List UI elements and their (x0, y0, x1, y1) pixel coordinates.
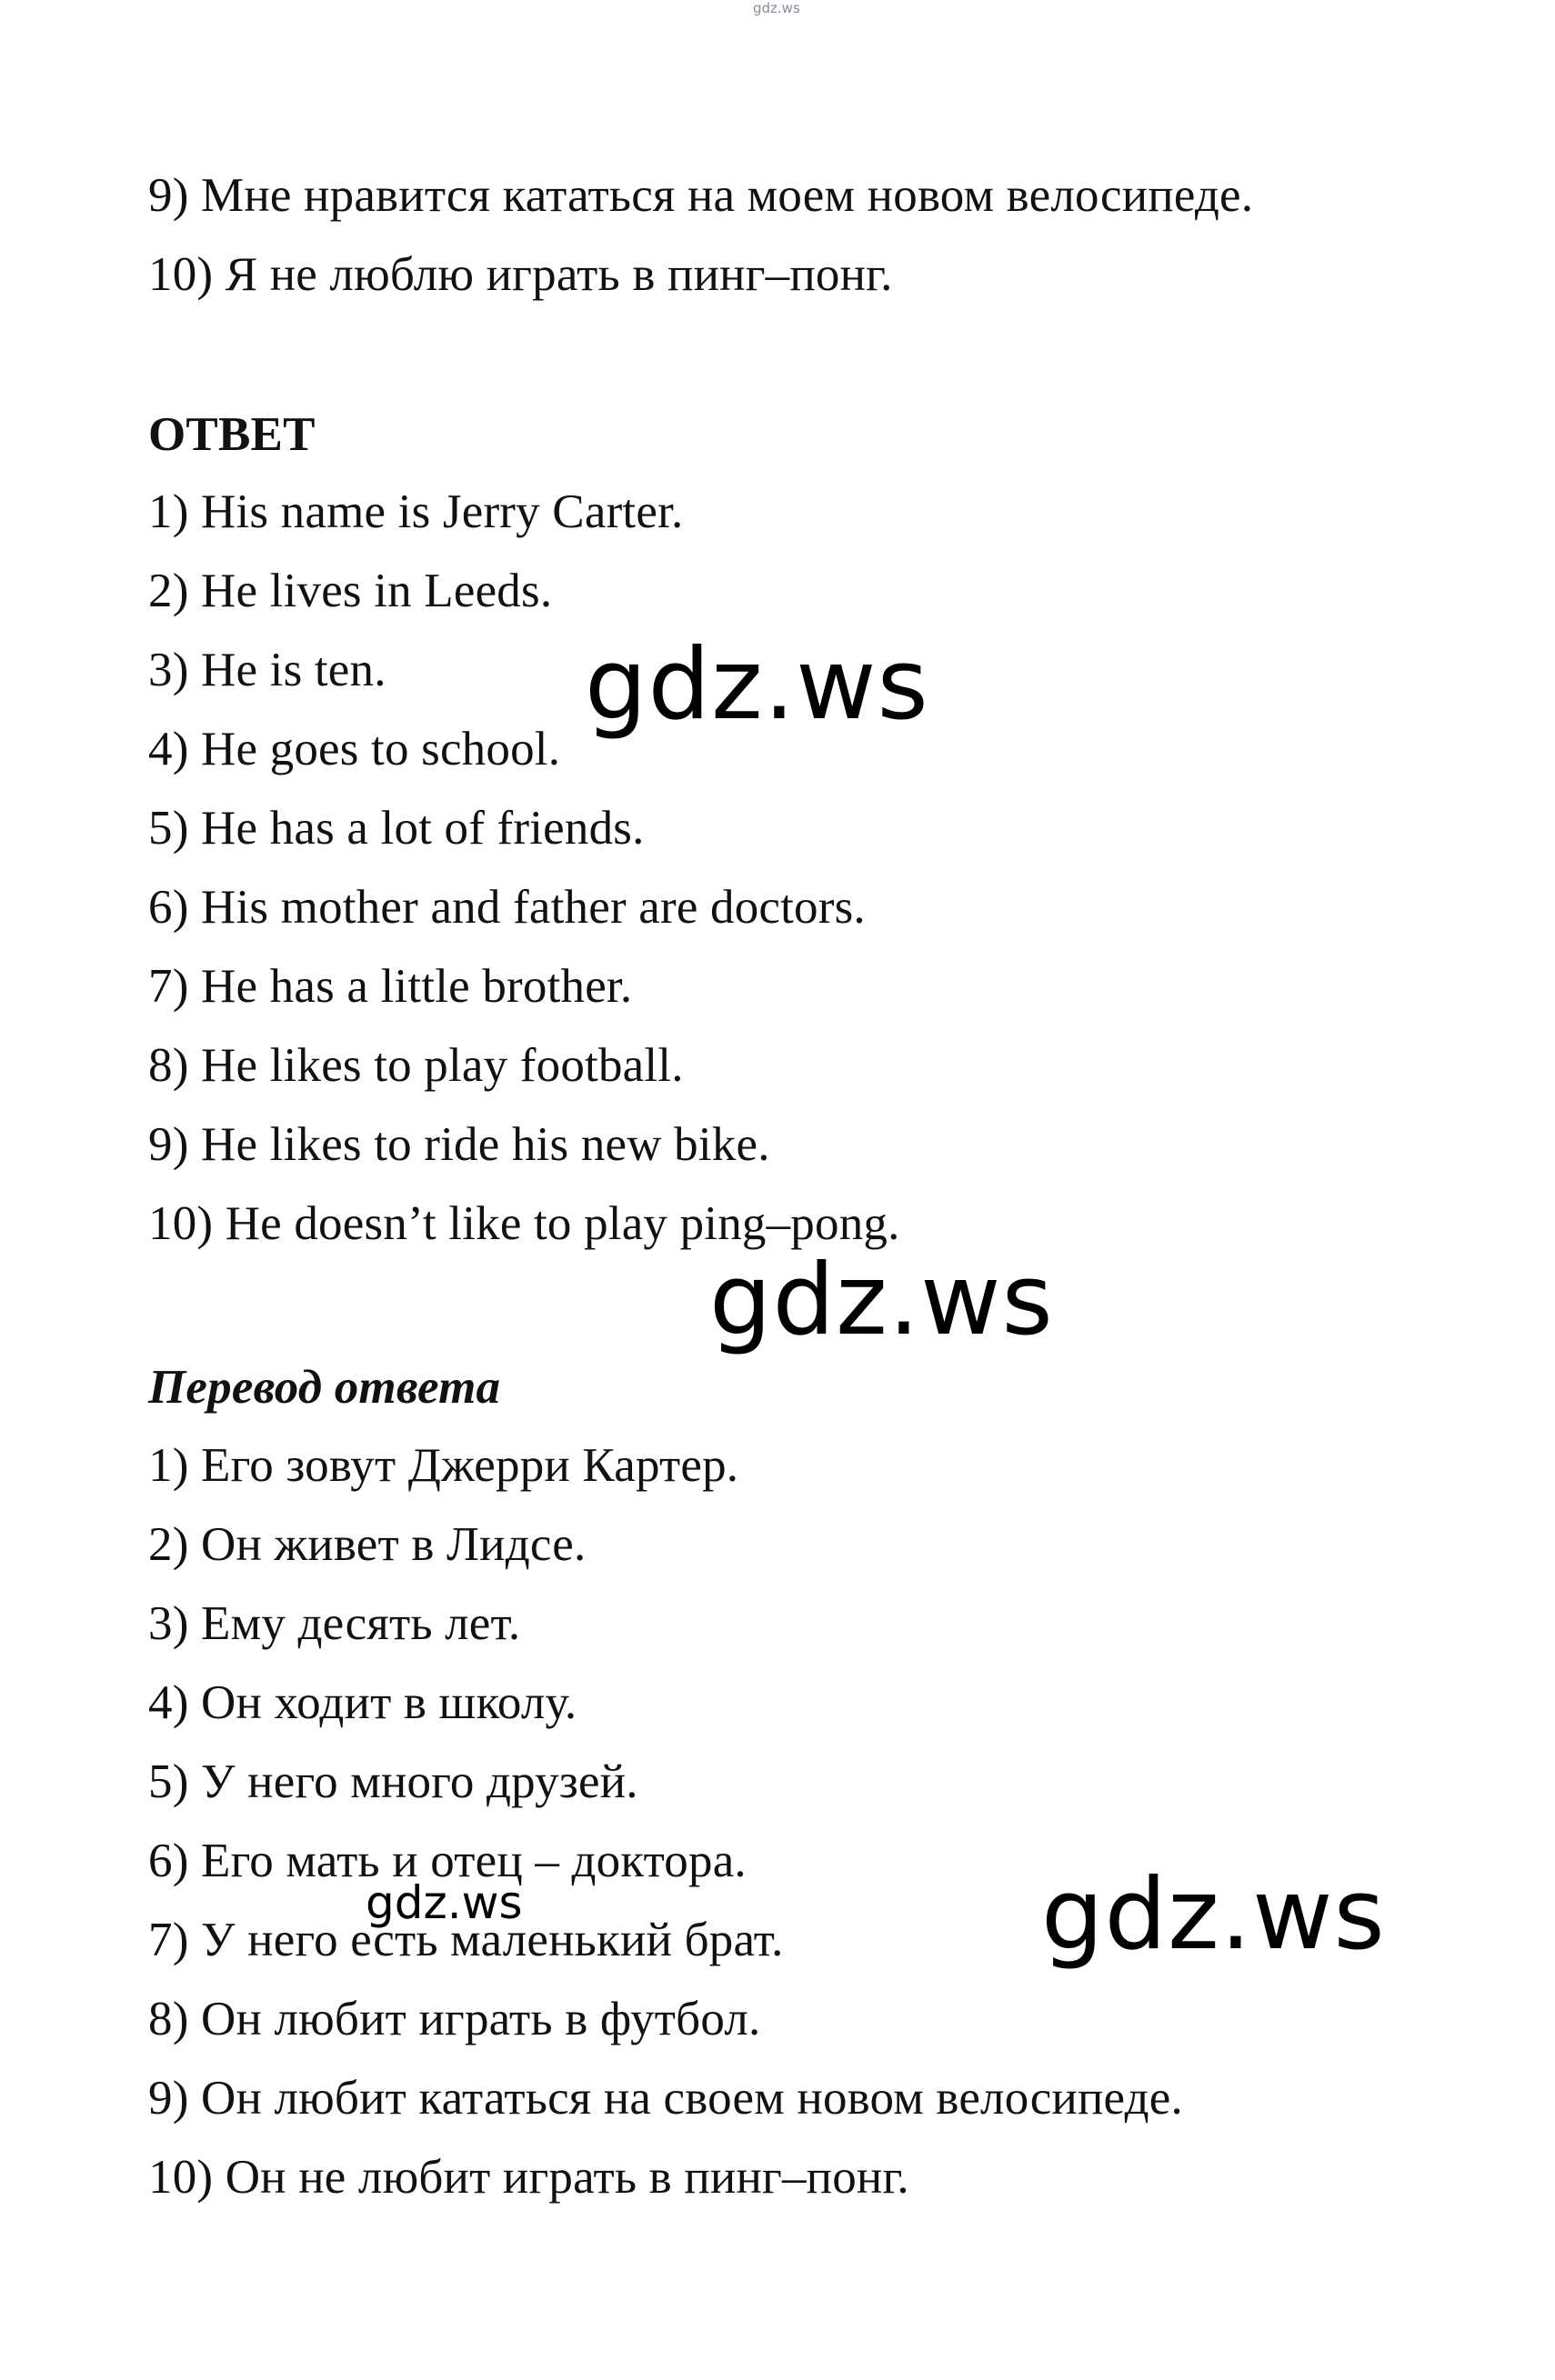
translation-item: 4) Он ходит в школу. (148, 1676, 577, 1729)
intro-line: 10) Я не люблю играть в пинг–понг. (148, 248, 893, 301)
watermark-gdz-small: gdz.ws (366, 1876, 523, 1929)
translation-item: 5) У него много друзей. (148, 1755, 638, 1808)
watermark-gdz: gdz.ws (709, 1244, 1054, 1357)
translation-item: 10) Он не любит играть в пинг–понг. (148, 2151, 909, 2204)
answer-item: 3) He is ten. (148, 644, 386, 696)
answer-item: 10) He doesn’t like to play ping–pong. (148, 1197, 900, 1250)
intro-line: 9) Мне нравится кататься на моем новом велосипеде. (148, 169, 1254, 222)
watermark-gdz: gdz.ws (585, 628, 929, 742)
translation-heading: Перевод ответа (148, 1361, 501, 1414)
translation-item: 2) Он живет в Лидсе. (148, 1518, 587, 1571)
answer-item: 9) He likes to ride his new bike. (148, 1118, 770, 1171)
answer-item: 4) He goes to school. (148, 723, 561, 775)
translation-item: 6) Его мать и отец – доктора. (148, 1835, 747, 1887)
answer-item: 8) He likes to play football. (148, 1039, 684, 1092)
translation-item: 1) Его зовут Джерри Картер. (148, 1439, 739, 1492)
answer-item: 6) His mother and father are doctors. (148, 881, 866, 934)
translation-item: 7) У него есть маленький брат. (148, 1914, 784, 1966)
answer-heading: ОТВЕТ (148, 408, 316, 461)
answer-item: 5) He has a lot of friends. (148, 802, 645, 855)
watermark-gdz: gdz.ws (1041, 1858, 1386, 1972)
watermark-top: gdz.ws (753, 0, 800, 16)
answer-item: 2) He lives in Leeds. (148, 565, 553, 617)
answer-item: 1) His name is Jerry Carter. (148, 485, 684, 538)
translation-item: 8) Он любит играть в футбол. (148, 1993, 761, 2045)
answer-item: 7) He has a little brother. (148, 960, 633, 1013)
translation-item: 3) Ему десять лет. (148, 1597, 521, 1650)
translation-item: 9) Он любит кататься на своем новом велосипеде. (148, 2072, 1183, 2125)
